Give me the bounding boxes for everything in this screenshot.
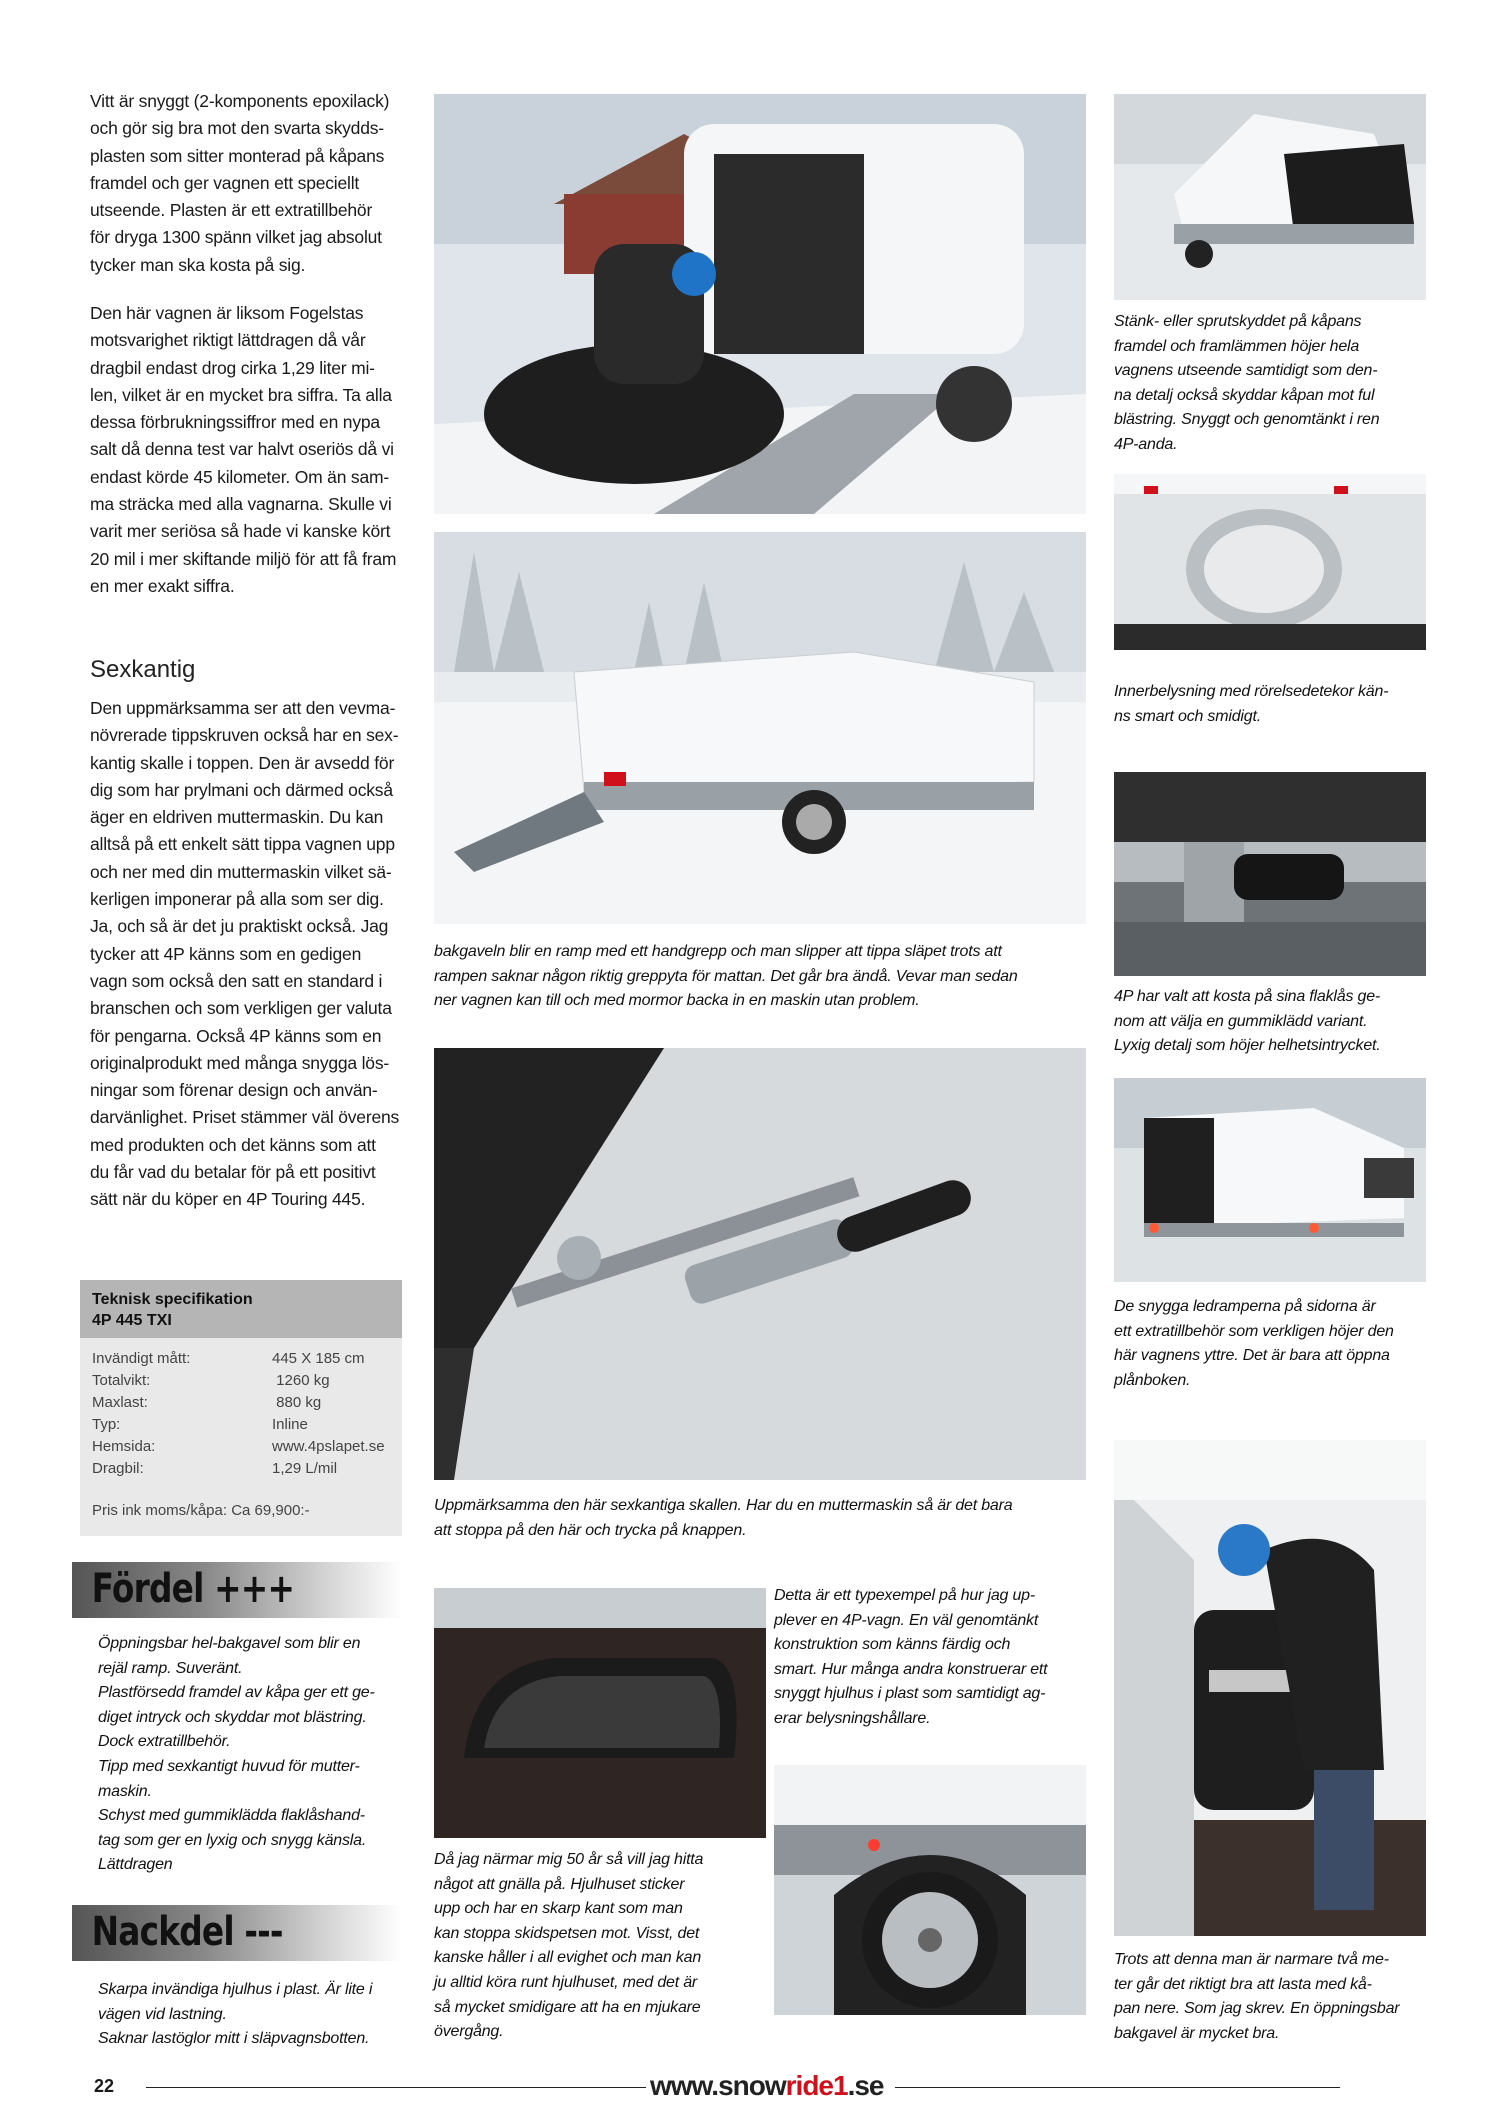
spec-row xyxy=(92,1458,390,1480)
photo-trailer-ramp-down xyxy=(434,532,1086,924)
spec-row xyxy=(92,1348,390,1370)
spec-value: 1,29 L/mil xyxy=(272,1460,338,1477)
photo-wheel-outside xyxy=(774,1765,1086,2015)
spec-label: Typ: xyxy=(92,1416,121,1433)
spec-label: Totalvikt: xyxy=(92,1372,151,1389)
caption-man-loading: Trots att denna man är narmare två me- ter går det riktigt bra att lasta med kå- pan nere. Som jag skrev. En öppningsbar bakgavel är mycket bra. xyxy=(1114,1951,1400,2042)
spec-label: Dragbil: xyxy=(92,1460,144,1477)
spec-label: Hemsida: xyxy=(92,1438,156,1455)
photo-lock-handle xyxy=(1114,772,1426,976)
photo-man-loading xyxy=(1114,1440,1426,1936)
caption-ramp: bakgaveln blir en ramp med ett handgrepp och man slipper att tippa släpet trots att rampen saknar någon riktig greppyta för mattan. Det går bra ändå. Vevar man sedan ner vagnen kan till och med mormor backa in en maskin utan problem. xyxy=(434,943,1018,1010)
spec-row xyxy=(92,1370,390,1392)
spec-rows xyxy=(80,1338,402,1522)
site-brand: ride xyxy=(785,2070,833,2101)
site-suffix: .se xyxy=(847,2070,884,2101)
site-prefix: www.snow xyxy=(650,2070,786,2101)
article-paragraph-1: Vitt är snyggt (2-komponents epoxilack) och gör sig bra mot den svarta skydds- plasten som sitter monterad på kåpans framdel och ger vagnen ett speciellt utseende. Plasten är ett extratillbehör för dryga 1300 spänn vilket jag absolut tycker man ska kosta på sig. xyxy=(90,91,390,275)
article-paragraph-3: Den uppmärksamma ser att den vevma- növrerade tippskruven också har en sex- kantig skalle i toppen. Den är avsedd för dig som har prylmani och därmed också äger en eldriven muttermaskin. Du kan alltså på ett enkelt sätt tippa vagnen upp och ner med din muttermaskin vilket sä- kerligen imponerar på alla som ser dig. Ja, och så är det ju praktiskt också. Jag tycker att 4P känns som en gedigen vagn som också den satt en standard i branschen och som verkligen ger valuta för pengarna. Också 4P känns som en originalprodukt med många snygga lös- ningar som förenar design och använ- darvänlighet. Priset stämmer väl överens med produkten och det känns som att du får vad du betalar för på ett positivt sätt när du köper en 4P Touring 445. xyxy=(90,698,400,1210)
article-paragraph-2: Den här vagnen är liksom Fogelstas motsvarighet riktigt lättdragen då vår dragbil endast drog cirka 1,29 liter mi- len, vilket är en mycket bra siffra. Ta alla dessa förbrukningssiffror med en nypa salt då denna test var halvt oseriös då vi endast körde 45 kilometer. Om än sam- ma sträcka med alla vagnarna. Skulle vi varit mer seriösa så hade vi kanske kört 20 mil i mer skiftande miljö för att få fram en mer exakt siffra. xyxy=(90,303,397,596)
footer-rule-left xyxy=(146,2087,646,2088)
spec-value: 445 X 185 cm xyxy=(272,1350,365,1367)
photo-trailer-rear-led xyxy=(1114,1078,1426,1282)
footer-site-link[interactable] xyxy=(650,2070,884,2102)
spec-row xyxy=(92,1436,390,1458)
page-number: 22 xyxy=(94,2076,115,2096)
spec-value: www.4pslapet.se xyxy=(272,1438,385,1455)
spec-box xyxy=(80,1280,402,1536)
caption-hex-crank: Uppmärksamma den här sexkantiga skallen. Har du en muttermaskin så är det bara att stoppa på den här och trycka på knappen. xyxy=(434,1497,1013,1539)
caption-wheel-arch-example: Detta är ett typexempel på hur jag up- plever en 4P-vagn. En väl genomtänkt konstruktion som känns färdig och smart. Hur många andra konstruerar ett snyggt hjulhus i plast som samtidigt ag- erar belysningshållare. xyxy=(774,1587,1048,1727)
photo-trailer-front xyxy=(1114,94,1426,300)
caption-lock-handle: 4P har valt att kosta på sina flaklås ge- nom att välja en gummiklädd variant. Lyxig detalj som höjer helhetsintrycket. xyxy=(1114,988,1381,1055)
photo-hex-crank xyxy=(434,1048,1086,1480)
photo-interior-light xyxy=(1114,474,1426,650)
cons-list: Skarpa invändiga hjulhus i plast. Är lite i vägen vid lastning. Saknar lastöglor mitt i släpvagnsbotten. xyxy=(98,1981,373,2048)
spec-value: 1260 kg xyxy=(272,1372,330,1389)
photo-wheel-arch-inside xyxy=(434,1588,766,1838)
spec-model: 4P 445 TXI xyxy=(92,1312,172,1329)
spec-row xyxy=(92,1392,390,1414)
site-brand-mark: 1 xyxy=(833,2070,848,2101)
spec-value: Inline xyxy=(272,1416,308,1433)
spec-header xyxy=(80,1280,402,1338)
spec-price: Pris ink moms/kåpa: Ca 69,900:- xyxy=(92,1502,310,1519)
caption-led-ramps: De snygga ledramperna på sidorna är ett extratillbehör som verkligen höjer den här vagnens yttre. Det är bara att öppna plånboken. xyxy=(1114,1298,1394,1389)
pros-list: Öppningsbar hel-bakgavel som blir en rejäl ramp. Suveränt. Plastförsedd framdel av kåpa ger ett ge- diget intryck och skyddar mot blästring. Dock extratillbehör. Tipp med sexkantigt huvud för mutter- maskin. Schyst med gummiklädda flaklåshand- tag som ger en lyxig och snygg känsla. Lättdragen xyxy=(98,1635,375,1874)
caption-splash-guard: Stänk- eller sprutskyddet på kåpans framdel och framlämmen höjer hela vagnens utseende samtidigt som den- na detalj också skyddar kåpan mot ful blästring. Snyggt och genomtänkt i ren 4P-anda. xyxy=(1114,313,1380,453)
cons-heading: Nackdel --- xyxy=(91,1909,283,1955)
footer-rule-right xyxy=(895,2087,1340,2088)
spec-title: Teknisk specifikation xyxy=(92,1291,253,1308)
caption-interior-light: Innerbelysning med rörelsedetekor kän- ns smart och smidigt. xyxy=(1114,683,1389,725)
pros-banner xyxy=(72,1562,402,1618)
spec-row xyxy=(92,1414,390,1436)
spec-label: Invändigt mått: xyxy=(92,1350,191,1367)
cons-banner xyxy=(72,1905,402,1961)
photo-snowmobile-loading xyxy=(434,94,1086,514)
section-subheading: Sexkantig xyxy=(90,656,196,683)
spec-value: 880 kg xyxy=(272,1394,322,1411)
caption-wheel-arch-complaint: Då jag närmar mig 50 år så vill jag hitta något att gnälla på. Hjulhuset sticker upp och har en skarp kant som man kan stoppa skidspetsen mot. Visst, det kanske håller i all evighet och man kan ju alltid köra runt hjulhuset, med det är så mycket smidigare att ha en mjukare övergång. xyxy=(434,1851,704,2041)
pros-heading: Fördel +++ xyxy=(91,1566,295,1612)
spec-label: Maxlast: xyxy=(92,1394,148,1411)
